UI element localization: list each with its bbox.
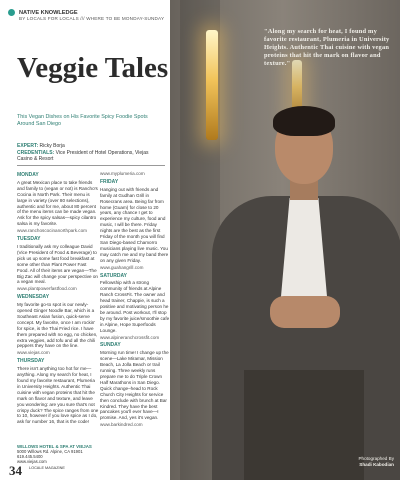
figure-hair <box>273 106 335 136</box>
day-heading: TUESDAY <box>17 236 41 243</box>
kicker-subtitle: BY LOCALS FOR LOCALS /// WHERE TO BE MONDAY-SUNDAY <box>19 16 165 21</box>
day-heading: FRIDAY <box>100 178 119 185</box>
day-url[interactable]: www.alpineranchcrossfit.com <box>100 334 160 340</box>
article-subtitle: This Vegan Dishes on His Favorite Spicy Foodie Spots Around San Diego <box>17 114 148 127</box>
day-url[interactable]: www.barkindred.com <box>100 422 143 428</box>
day-url[interactable]: www.guahangrill.com <box>100 264 144 270</box>
figure-hands <box>270 296 340 328</box>
day-text: Hanging out with friends and family at Gudhan Grill in Rosecrans area. Being far from home (Guam) for close to 20 years, any chance I get to experience my culture, food and music, I will be there. Friday nights are the best as the first Friday of the month you will find San Diego-based Chamorro musicians playing live music. You may catch me and my band there on any given Friday. <box>100 186 169 263</box>
day-text: There isn't anything too hot for me—anything. Along my search for heat, I found my favorite restaurant, Plumeria in University Heights. Authentic Thai cuisine with vegan proteins that hit the mark on flavor and texture, and leave you wondering: are you sure that's not crispy duck? The spice ranges from one to 10, however if you love spice as I do, ask for number 16, that is the code! <box>17 366 99 425</box>
column-right <box>100 170 170 428</box>
credentials-value: Vice President of Hotel Operations, Viejas Casino & Resort <box>17 149 149 162</box>
article-page <box>0 0 170 480</box>
day-text: Fellowship with a strong community of friends at Alpine Ranch CrossFit. The owner and head trainer, Chappie, is such a positive and motivating person he be around. Post workout, I'll stop by my favorite juice/smoothie cafe in Alpine, Hope Superfoods Lounge. <box>100 280 170 333</box>
portrait-figure <box>180 100 400 480</box>
portrait-photo <box>140 0 400 480</box>
hotel-address: 5000 Willows Rd. Alpine, CA 91901 <box>17 449 83 454</box>
hotel-phone: 619.445.5400 <box>17 454 43 459</box>
section-logo-icon <box>8 9 15 16</box>
hotel-url[interactable]: www.viejas.com <box>17 459 47 464</box>
day-heading: THURSDAY <box>17 358 45 365</box>
article-title: Veggie Tales <box>17 52 169 84</box>
credit-label: Photographed By <box>358 456 394 461</box>
day-text: A great Mexican place to take friends and family to (vegan or not) is Rancho's Cocina in North Park. Their menu is large in variety (over 80 selections), authentic and for me, about 80 percent of the menu items can be made vegan. Ask for the spicy salsas—spicy cilantro salsa is my favorite. <box>17 179 98 227</box>
credit-name: Shadi Kabodian <box>359 461 394 467</box>
divider <box>17 165 165 166</box>
day-heading: SATURDAY <box>100 272 127 279</box>
pull-quote: "Along my search for heat, I found my favorite restaurant, Plumeria in University Heights. Authentic Thai cuisine with vegan proteins that hit the mark on flavor and texture." <box>264 28 390 67</box>
day-text: I traditionally ask my colleague David (Vice President of Food & Beverage) to pick us up some fast food breakfast at some other than Plant Power Fast Food. All of their items are vegan—The Big Zac will change your perspective on a vegan meal. <box>17 243 98 285</box>
credentials-label: CREDENTIALS: <box>17 149 55 156</box>
day-url[interactable]: www.plantpowerfastfood.com <box>17 286 77 292</box>
day-url[interactable]: www.viejas.com <box>17 350 50 356</box>
day-url[interactable]: www.ranchoscocinanorthpark.com <box>17 228 87 234</box>
page-number: 34 <box>9 463 22 478</box>
hotel-name: WILLOWS HOTEL & SPA AT VIEJAS <box>17 444 92 449</box>
day-text: Morning run time! I change up the scene—Lake Miramar, Mission Beach, La Jolla Beach or trail running. Three weekly runs prepare me to do Triple Crown Half Marathons in San Diego. Quick change–head to Rock Church City Heights for service then conclude with brunch at Bar Kindred. They have the best pancakes you'll ever have—I promise. And, yes it's vegan. <box>100 350 169 421</box>
magazine-name: LOCALE MAGAZINE <box>29 466 65 470</box>
day-heading: WEDNESDAY <box>17 294 50 301</box>
section-kicker <box>8 9 178 16</box>
column-left <box>17 170 99 425</box>
photo-credit <box>330 456 394 467</box>
day-heading: SUNDAY <box>100 342 121 349</box>
day-url[interactable]: www.myplumeria.com <box>100 171 145 176</box>
day-heading: MONDAY <box>17 172 39 178</box>
expert-label: EXPERT: <box>17 143 39 149</box>
expert-name: Ricky Borja <box>39 143 65 149</box>
hotel-info <box>17 444 107 464</box>
kicker-label: NATIVE KNOWLEDGE <box>19 9 78 16</box>
day-text: My favorite go-to spot is our newly-opened Ginger Noodle Bar, which is a Southeast Asian fusion, quick-serve concept. My favorite, once I am rockin' for spice, is the Thai Fried rice. I have them prepared with no egg, no chicken, extra veggies, add tofu and all the chili peppers they have on the line. <box>17 302 98 349</box>
article-meta <box>17 143 162 163</box>
